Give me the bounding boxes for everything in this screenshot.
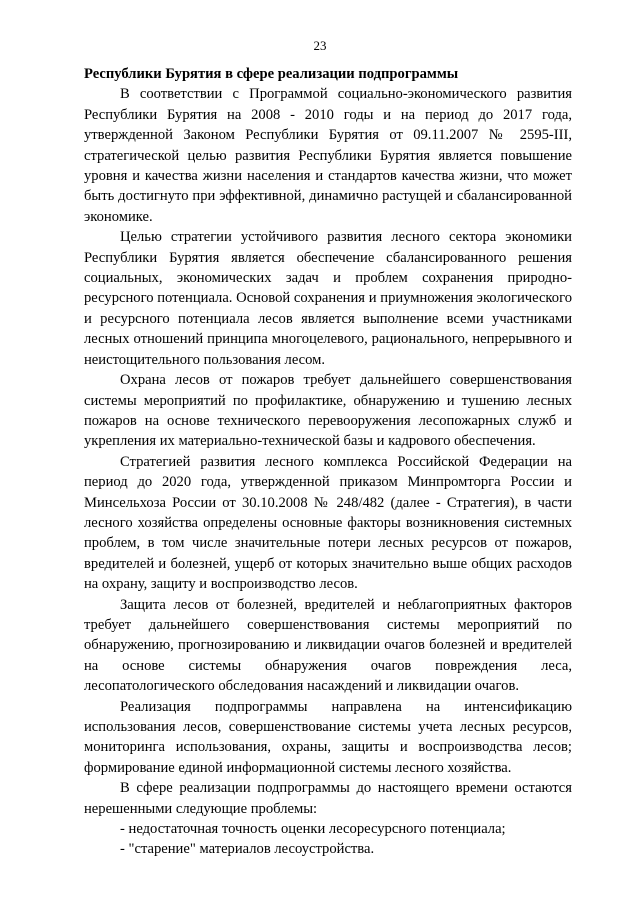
paragraph-federal-strategy: Стратегией развития лесного комплекса Российской Федерации на период до 2020 года, утвержденной приказом Минпромторга России и Минсельхоза России от 30.10.2008 № 248/482 (далее - Стратегия), в части лесного хозяйства определены основные факторы возникновения системных проблем, в том числе значительные потери лесных ресурсов от пожаров, вредителей и болезней, ущерб от которых значительно выше общих расходов на охрану, защиту и воспроизводство лесов. (84, 453, 572, 593)
paragraph-fire-protection: Охрана лесов от пожаров требует дальнейшего совершенствования системы мероприятий по профилактике, обнаружению и тушению лесных пожаров на основе технического перевооружения лесопожарных служб и укрепления их материально-технической базы и кадрового обеспечения. (84, 372, 572, 450)
paragraph-program-goal: В соответствии с Программой социально-экономического развития Республики Бурятия на 2008 - 2010 годы и на период до 2017 года, утвержденной Законом Республики Бурятия от 09.11.2007 № 2595-III, стратегической целью развития Республики Бурятия является повышение уровня и качества жизни населения и стандартов качества жизни, что может быть достигнуто при эффективной, динамично растущей и сбалансированной экономике. (84, 86, 572, 225)
paragraph-forest-pests: Защита лесов от болезней, вредителей и неблагоприятных факторов требует дальнейшего совершенствования системы мероприятий по обнаружению, прогнозированию и ликвидации очагов болезней и вредителей на основе системы обнаружения очагов повреждения леса, лесопатологического обследования насаждений и ликвидации очагов. (84, 596, 572, 695)
page-number: 23 (313, 38, 327, 53)
document-body (84, 64, 572, 860)
section-heading: Республики Бурятия в сфере реализации подпрограммы (84, 66, 459, 82)
paragraph-subprogram-aims: Реализация подпрограммы направлена на интенсификацию использования лесов, совершенствование системы учета лесных ресурсов, мониторинга использования, охраны, защиты и воспроизводства лесов; формирование единой информационной системы лесного хозяйства. (84, 698, 572, 776)
list-item: - недостаточная точность оценки лесоресурсного потенциала; (120, 821, 506, 838)
paragraph-unsolved-problems: В сфере реализации подпрограммы до настоящего времени остаются нерешенными следующие проблемы: (84, 780, 572, 817)
list-item: - "старение" материалов лесоустройства. (120, 841, 375, 858)
paragraph-forest-strategy: Целью стратегии устойчивого развития лесного сектора экономики Республики Бурятия является обеспечение сбалансированного решения социальных, экономических задач и проблем сохранения природно-ресурсного потенциала. Основой сохранения и приумножения экологического и ресурсного потенциала лесов является выполнение всеми участниками лесных отношений принципа многоцелевого, рационального, непрерывного и неистощительного пользования лесом. (84, 229, 572, 368)
